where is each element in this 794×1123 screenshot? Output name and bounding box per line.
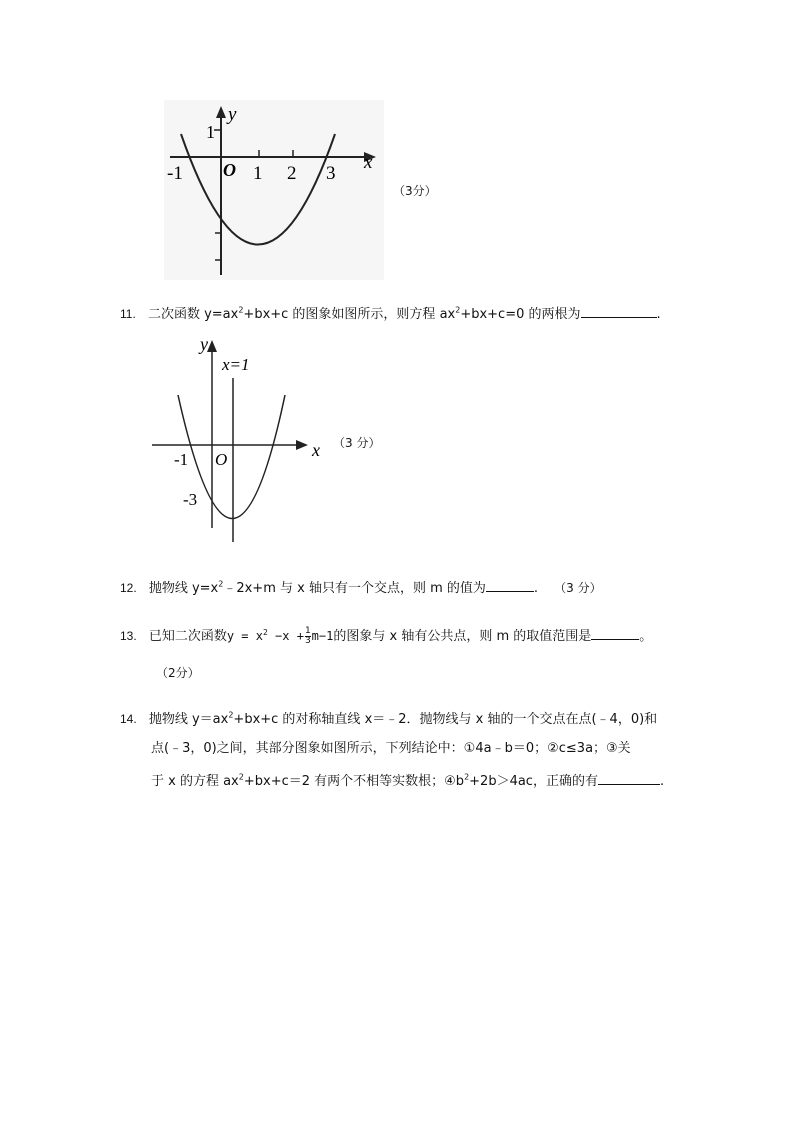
figure-1-background bbox=[164, 100, 384, 280]
question-13-fraction bbox=[305, 627, 311, 646]
question-12-end: . bbox=[533, 581, 539, 596]
question-11-text-b: +bx+c 的图象如图所示，则方程 ax bbox=[243, 307, 456, 322]
question-13-formula-sup: 2 bbox=[262, 628, 268, 637]
question-13-formula-c: m−1 bbox=[311, 629, 334, 643]
figure-1-parabola-graph bbox=[164, 100, 384, 280]
question-14-line-3-sup: 2 bbox=[238, 772, 244, 782]
figure-1-tick-label-y1: 1 bbox=[206, 122, 215, 142]
question-13-formula-b: −x + bbox=[275, 629, 304, 643]
question-13-answer-blank[interactable] bbox=[591, 626, 639, 640]
question-13-number: 13. bbox=[120, 629, 137, 643]
question-13-text-b: 的图象与 x 轴有公共点，则 m 的取值范围是 bbox=[333, 629, 592, 644]
question-12-sup: 2 bbox=[218, 579, 224, 589]
figure-2-y-label: y bbox=[200, 334, 208, 354]
question-11-text-a: 二次函数 y=ax bbox=[147, 307, 239, 322]
question-11-sup-a: 2 bbox=[238, 305, 244, 315]
question-12-score: （3 分） bbox=[554, 581, 602, 595]
question-14-line-3-c: +2b＞4ac，正确的有 bbox=[469, 774, 598, 789]
figure-1-score: （3分） bbox=[393, 184, 437, 198]
question-14-line-1-sup: 2 bbox=[228, 710, 234, 720]
figure-1-tick-label-2: 2 bbox=[287, 163, 297, 184]
question-14-line-3-sup2: 2 bbox=[464, 772, 470, 782]
figure-2-x-label: x bbox=[312, 440, 320, 460]
question-11-end: . bbox=[656, 307, 661, 322]
question-13-text-a: 已知二次函数 bbox=[148, 629, 227, 644]
question-14-line-3-a: 于 x 的方程 ax bbox=[151, 774, 239, 789]
question-14-line-1 bbox=[120, 710, 657, 729]
question-14-line-1-b: +bx+c 的对称轴直线 x＝﹣2．抛物线与 x 轴的一个交点在点(﹣4，0)和 bbox=[233, 712, 658, 727]
figure-2-parabola-graph bbox=[150, 332, 330, 544]
figure-2-x-axis-arrow bbox=[296, 440, 308, 450]
question-13-fraction-numerator: 1 bbox=[304, 626, 311, 636]
question-13-fraction-denominator: 3 bbox=[304, 636, 311, 646]
question-12 bbox=[120, 578, 602, 598]
question-14-number: 14. bbox=[120, 712, 137, 726]
figure-1-tick-label-1: 1 bbox=[253, 163, 263, 184]
figure-2-axis-label: x=1 bbox=[222, 355, 250, 374]
question-12-text-a: 抛物线 y=x bbox=[148, 581, 219, 596]
question-13 bbox=[120, 626, 652, 646]
figure-2-score: （3 分） bbox=[333, 436, 381, 450]
question-13-end: 。 bbox=[639, 629, 653, 644]
figure-1-origin-label: O bbox=[223, 160, 236, 180]
question-12-text-b: ﹣2x+m 与 x 轴只有一个交点，则 m 的值为 bbox=[223, 581, 486, 596]
question-11 bbox=[120, 304, 661, 324]
figure-1-y-label: y bbox=[228, 104, 237, 125]
question-11-answer-blank[interactable] bbox=[581, 304, 657, 318]
question-12-number: 12. bbox=[120, 581, 137, 595]
figure-2-y-axis-arrow bbox=[207, 340, 217, 352]
question-11-sup-b: 2 bbox=[455, 305, 461, 315]
question-11-number: 11. bbox=[120, 307, 136, 321]
question-14-answer-blank[interactable] bbox=[598, 771, 660, 785]
question-13-formula-a: y = x bbox=[226, 629, 263, 643]
question-13-score: （2分） bbox=[156, 666, 200, 680]
figure-1-x-label: x bbox=[364, 152, 373, 173]
figure-2-origin-label: O bbox=[215, 450, 228, 469]
figure-2-tick-label-neg1: -1 bbox=[174, 450, 189, 469]
question-14-line-3 bbox=[151, 771, 664, 791]
question-14-line-1-a: 抛物线 y＝ax bbox=[148, 712, 229, 727]
question-13-formula bbox=[227, 629, 304, 643]
question-14-end: . bbox=[659, 774, 665, 789]
question-14-line-2: 点(﹣3，0)之间，其部分图象如图所示，下列结论中：①4a﹣b＝0；②c≤3a；③关 bbox=[151, 741, 631, 756]
question-12-answer-blank[interactable] bbox=[486, 578, 534, 592]
figure-2-tick-label-neg3: -3 bbox=[183, 490, 198, 509]
figure-1-tick-label-3: 3 bbox=[326, 163, 336, 184]
question-14-line-3-b: +bx+c＝2 有两个不相等实数根；④b bbox=[243, 774, 465, 789]
question-11-text-c: +bx+c=0 的两根为 bbox=[460, 307, 581, 322]
figure-1-tick-label-neg1: -1 bbox=[167, 163, 183, 184]
